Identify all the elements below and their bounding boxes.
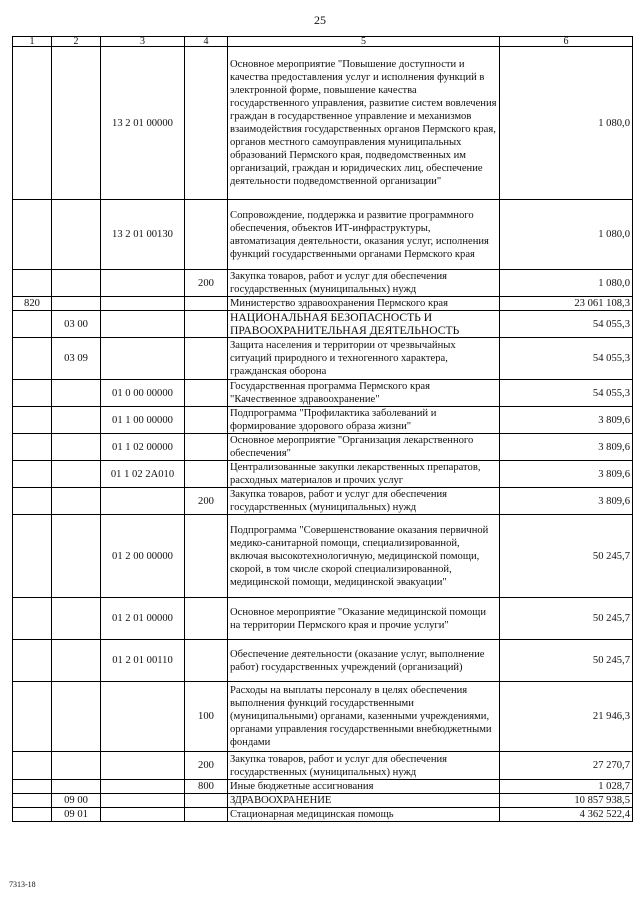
expense-type-cell <box>185 311 228 338</box>
section-code-cell: 03 00 <box>52 311 101 338</box>
footer-code: 7313-18 <box>9 880 36 889</box>
grbs-code-cell <box>13 380 52 407</box>
expense-type-cell <box>185 434 228 461</box>
amount-cell: 1 080,0 <box>500 270 633 297</box>
expense-type-cell <box>185 461 228 488</box>
amount-cell: 54 055,3 <box>500 380 633 407</box>
column-number-6: 6 <box>500 37 633 47</box>
section-code-cell <box>52 598 101 640</box>
table-body <box>13 47 633 822</box>
amount-cell: 3 809,6 <box>500 488 633 515</box>
section-code-cell <box>52 515 101 598</box>
grbs-code-cell <box>13 488 52 515</box>
section-code-cell <box>52 200 101 270</box>
table-row <box>13 200 633 270</box>
amount-cell: 21 946,3 <box>500 682 633 752</box>
table-row <box>13 380 633 407</box>
target-article-cell: 13 2 01 00130 <box>101 200 185 270</box>
expense-type-cell <box>185 515 228 598</box>
description-cell: Закупка товаров, работ и услуг для обеспечения государственных (муниципальных) нужд <box>228 488 500 515</box>
grbs-code-cell <box>13 407 52 434</box>
expense-type-cell: 200 <box>185 488 228 515</box>
table-row <box>13 794 633 808</box>
grbs-code-cell <box>13 311 52 338</box>
amount-cell: 50 245,7 <box>500 598 633 640</box>
table-row <box>13 488 633 515</box>
expense-type-cell <box>185 338 228 380</box>
column-number-5: 5 <box>228 37 500 47</box>
grbs-code-cell <box>13 338 52 380</box>
grbs-code-cell <box>13 640 52 682</box>
amount-cell: 10 857 938,5 <box>500 794 633 808</box>
grbs-code-cell <box>13 461 52 488</box>
target-article-cell <box>101 270 185 297</box>
description-cell: Защита населения и территории от чрезвычайных ситуаций природного и техногенного характера, гражданская оборона <box>228 338 500 380</box>
grbs-code-cell <box>13 752 52 780</box>
target-article-cell <box>101 488 185 515</box>
description-cell: ЗДРАВООХРАНЕНИЕ <box>228 794 500 808</box>
expense-type-cell: 200 <box>185 270 228 297</box>
target-article-cell: 01 2 01 00110 <box>101 640 185 682</box>
target-article-cell: 01 1 02 00000 <box>101 434 185 461</box>
section-code-cell <box>52 297 101 311</box>
budget-table <box>12 36 633 822</box>
section-code-cell <box>52 488 101 515</box>
grbs-code-cell <box>13 808 52 822</box>
section-code-cell: 03 09 <box>52 338 101 380</box>
section-code-cell <box>52 682 101 752</box>
target-article-cell <box>101 311 185 338</box>
table-row <box>13 515 633 598</box>
expense-type-cell <box>185 297 228 311</box>
table-row <box>13 47 633 200</box>
table-row <box>13 270 633 297</box>
description-cell: Расходы на выплаты персоналу в целях обеспечения выполнения функций государственными (муниципальными) органами, казенными учреждениями, органами управления государственными внебюджетными фондами <box>228 682 500 752</box>
target-article-cell: 01 2 00 00000 <box>101 515 185 598</box>
table-row <box>13 682 633 752</box>
target-article-cell <box>101 794 185 808</box>
target-article-cell: 01 2 01 00000 <box>101 598 185 640</box>
description-cell: Основное мероприятие "Оказание медицинской помощи на территории Пермского края и прочие услуги" <box>228 598 500 640</box>
amount-cell: 3 809,6 <box>500 434 633 461</box>
section-code-cell <box>52 640 101 682</box>
description-cell: Подпрограмма "Профилактика заболеваний и формирование здорового образа жизни" <box>228 407 500 434</box>
description-cell: Стационарная медицинская помощь <box>228 808 500 822</box>
target-article-cell <box>101 780 185 794</box>
target-article-cell <box>101 338 185 380</box>
grbs-code-cell <box>13 434 52 461</box>
section-code-cell <box>52 752 101 780</box>
expense-type-cell <box>185 200 228 270</box>
section-code-cell <box>52 380 101 407</box>
target-article-cell <box>101 682 185 752</box>
description-cell: Обеспечение деятельности (оказание услуг, выполнение работ) государственных учреждений (организаций) <box>228 640 500 682</box>
table-header <box>13 37 633 47</box>
expense-type-cell: 800 <box>185 780 228 794</box>
section-code-cell <box>52 434 101 461</box>
amount-cell: 50 245,7 <box>500 515 633 598</box>
section-code-cell <box>52 461 101 488</box>
section-code-cell <box>52 407 101 434</box>
amount-cell: 3 809,6 <box>500 407 633 434</box>
description-cell: Закупка товаров, работ и услуг для обеспечения государственных (муниципальных) нужд <box>228 270 500 297</box>
amount-cell: 23 061 108,3 <box>500 297 633 311</box>
column-number-2: 2 <box>52 37 101 47</box>
amount-cell: 54 055,3 <box>500 311 633 338</box>
amount-cell: 50 245,7 <box>500 640 633 682</box>
expense-type-cell <box>185 598 228 640</box>
target-article-cell: 13 2 01 00000 <box>101 47 185 200</box>
description-cell: Закупка товаров, работ и услуг для обеспечения государственных (муниципальных) нужд <box>228 752 500 780</box>
column-number-row <box>13 37 633 47</box>
grbs-code-cell <box>13 598 52 640</box>
grbs-code-cell <box>13 682 52 752</box>
table-row <box>13 311 633 338</box>
column-number-1: 1 <box>13 37 52 47</box>
description-cell: Иные бюджетные ассигнования <box>228 780 500 794</box>
description-cell: Министерство здравоохранения Пермского края <box>228 297 500 311</box>
description-cell: Централизованные закупки лекарственных препаратов, расходных материалов и прочих услуг <box>228 461 500 488</box>
table-row <box>13 434 633 461</box>
target-article-cell: 01 0 00 00000 <box>101 380 185 407</box>
amount-cell: 54 055,3 <box>500 338 633 380</box>
amount-cell: 4 362 522,4 <box>500 808 633 822</box>
table-row <box>13 808 633 822</box>
grbs-code-cell <box>13 47 52 200</box>
table-row <box>13 297 633 311</box>
expense-type-cell <box>185 794 228 808</box>
grbs-code-cell: 820 <box>13 297 52 311</box>
section-code-cell <box>52 270 101 297</box>
column-number-4: 4 <box>185 37 228 47</box>
description-cell: Основное мероприятие "Повышение доступности и качества предоставления услуг и исполнения функций в электронной форме, повышение качества государственного управления, развитие систем вовлечения граждан в государственное управление и механизмов взаимодействия государственных органов Пермского края, органов местного самоуправления муниципальных образований Пермского края, подведомственных им организаций, граждан и юридических лиц, обеспечение деятельности подведомственной организации" <box>228 47 500 200</box>
page-number: 25 <box>314 13 326 27</box>
table-row <box>13 598 633 640</box>
expense-type-cell <box>185 808 228 822</box>
expense-type-cell <box>185 380 228 407</box>
section-code-cell <box>52 47 101 200</box>
grbs-code-cell <box>13 794 52 808</box>
column-number-3: 3 <box>101 37 185 47</box>
grbs-code-cell <box>13 515 52 598</box>
amount-cell: 1 080,0 <box>500 47 633 200</box>
table-row <box>13 461 633 488</box>
description-cell: Основное мероприятие "Организация лекарственного обеспечения" <box>228 434 500 461</box>
section-code-cell: 09 01 <box>52 808 101 822</box>
expense-type-cell: 100 <box>185 682 228 752</box>
section-code-cell: 09 00 <box>52 794 101 808</box>
section-code-cell <box>52 780 101 794</box>
amount-cell: 27 270,7 <box>500 752 633 780</box>
target-article-cell: 01 1 02 2А010 <box>101 461 185 488</box>
table-row <box>13 780 633 794</box>
expense-type-cell: 200 <box>185 752 228 780</box>
description-cell: Подпрограмма "Совершенствование оказания первичной медико-санитарной помощи, специализированной, включая высокотехнологичную, медицинской помощи, скорой, в том числе скорой специализированной, медицинской помощи, медицинской эвакуации" <box>228 515 500 598</box>
table-row <box>13 752 633 780</box>
target-article-cell: 01 1 00 00000 <box>101 407 185 434</box>
grbs-code-cell <box>13 200 52 270</box>
amount-cell: 3 809,6 <box>500 461 633 488</box>
table-row <box>13 338 633 380</box>
description-cell: Государственная программа Пермского края "Качественное здравоохранение" <box>228 380 500 407</box>
amount-cell: 1 028,7 <box>500 780 633 794</box>
target-article-cell <box>101 808 185 822</box>
grbs-code-cell <box>13 780 52 794</box>
expense-type-cell <box>185 47 228 200</box>
target-article-cell <box>101 752 185 780</box>
expense-type-cell <box>185 407 228 434</box>
table-row <box>13 407 633 434</box>
expense-type-cell <box>185 640 228 682</box>
table-row <box>13 640 633 682</box>
amount-cell: 1 080,0 <box>500 200 633 270</box>
description-cell: НАЦИОНАЛЬНАЯ БЕЗОПАСНОСТЬ И ПРАВООХРАНИТЕЛЬНАЯ ДЕЯТЕЛЬНОСТЬ <box>228 311 500 338</box>
target-article-cell <box>101 297 185 311</box>
description-cell: Сопровождение, поддержка и развитие программного обеспечения, объектов ИТ-инфраструктуры, автоматизация деятельности, оказания услуг, исполнения функций государственными органами Пермского края <box>228 200 500 270</box>
grbs-code-cell <box>13 270 52 297</box>
